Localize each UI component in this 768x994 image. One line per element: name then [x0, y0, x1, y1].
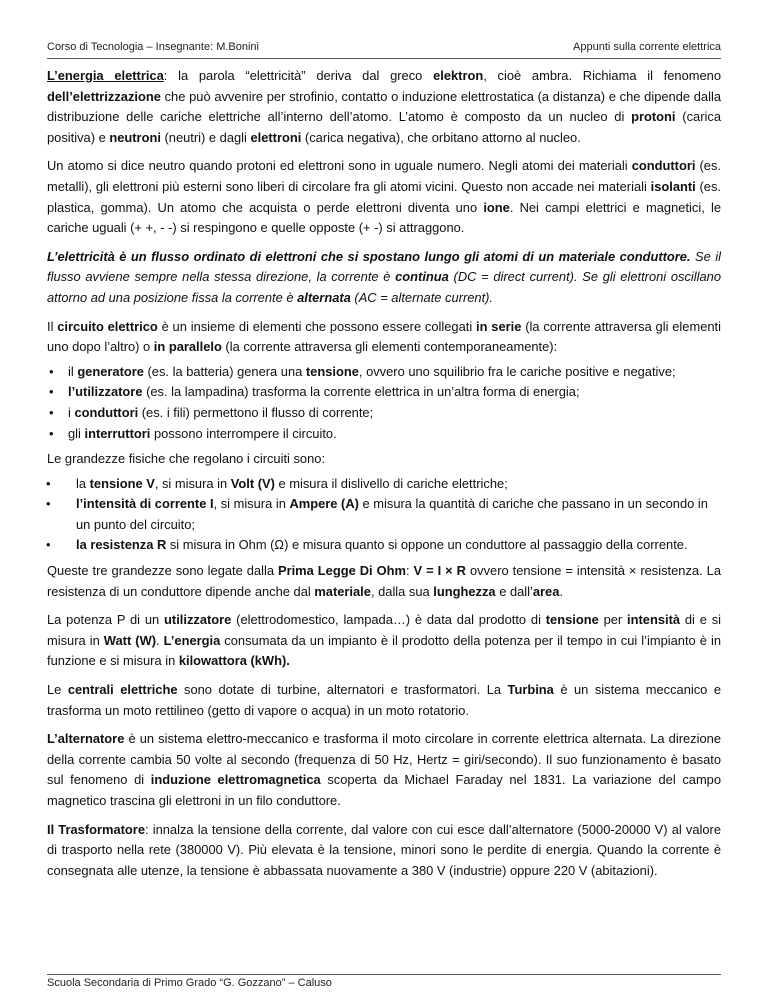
bullet-icon: •: [46, 537, 51, 553]
bullet-icon: •: [49, 404, 54, 420]
bullet-icon: •: [49, 384, 54, 400]
paragraph-energia: L’energia elettrica: la parola “elettricità” deriva dal greco elektron, cioè ambra. Richiama il fenomeno dell’elettrizzazione che può avvenire per strofinio, contatto o induzione elettrostatica (a distanza) e che dipende dalla distribuzione delle cariche elettriche all’interno dell’atomo. L’atomo è composto da un nucleo di protoni (carica positiva) e neutroni (neutri) e dagli elettroni (carica negativa), che orbitano attorno al nucleo.: [47, 68, 722, 145]
list-item: • l’intensità di corrente I, si misura in Ampere (A) e misura la quantità di cariche che passano in un secondo in un punto del circuito;: [46, 496, 708, 532]
paragraph-centrali: Le centrali elettriche sono dotate di turbine, alternatori e trasformatori. La Turbina è un sistema meccanico e trasforma un moto rettilineo (getto di vapore o acqua) in un moto rotatorio.: [47, 682, 722, 718]
footer-school: Scuola Secondaria di Primo Grado “G. Gozzano” – Caluso: [47, 977, 332, 989]
list-item: • l’utilizzatore (es. la lampadina) trasforma la corrente elettrica in un’altra forma di energia;: [47, 382, 721, 403]
page-footer: [47, 974, 721, 989]
list-item: • i conduttori (es. i fili) permettono il flusso di corrente;: [47, 403, 721, 424]
paragraph-potenza: La potenza P di un utilizzatore (elettrodomestico, lampada…) è data dal prodotto di tensione per intensità di e si misura in Watt (W). L’energia consumata da un impianto è il prodotto della potenza per il tempo in cui l’impianto è in funzione e si misura in kilowattora (kWh).: [47, 612, 722, 669]
paragraph-grandezze: Le grandezze fisiche che regolano i circuiti sono:: [47, 451, 326, 467]
bullet-icon: •: [49, 425, 54, 441]
paragraph-ohm: Queste tre grandezze sono legate dalla Prima Legge Di Ohm: V = I × R ovvero tensione = intensità × resistenza. La resistenza di un conduttore dipende anche dal materiale, dalla sua lunghezza e dall’area.: [47, 563, 721, 599]
paragraph-circuito: Il circuito elettrico è un insieme di elementi che possono essere collegati in serie (la corrente attraversa gli elementi uno dopo l’altro) o in parallelo (la corrente attraversa gli elementi contemporaneamente):: [47, 318, 721, 355]
page-header: [47, 38, 721, 59]
section-title-energia: L’energia elettrica: [47, 68, 164, 83]
paragraph-definizione-corrente: L’elettricità è un flusso ordinato di elettroni che si spostano lungo gli atomi di un materiale conduttore. Se il flusso avviene sempre nella stessa direzione, la corrente è continua (DC = direct current). Se gli elettroni oscillano attorno ad una posizione fissa la corrente è alternata (AC = alternate current).: [47, 248, 721, 305]
document-body: [47, 66, 721, 881]
list-item: • la tensione V, si misura in Volt (V) e misura il dislivello di cariche elettriche;: [47, 474, 721, 495]
paragraph-trasformatore: Il Trasformatore: innalza la tensione della corrente, dal valore con cui esce dall’alternatore (5000-20000 V) al valore di trasporto nella rete (380000 V). Più elevata è la tensione, minori sono le perdite di energia. Quando la corrente è consegnata alle utenze, la tensione è abbassata nuovamente a 380 V (industrie) oppure 220 V (abitazioni).: [47, 821, 721, 878]
bullet-icon: •: [46, 475, 51, 491]
paragraph-atomo: Un atomo si dice neutro quando protoni ed elettroni sono in uguale numero. Negli atomi dei materiali conduttori (es. metalli), gli elettroni più esterni sono liberi di circolare fra gli atomi vicini. Questo non accade nei materiali isolanti (es. plastica, gomma). Un atomo che acquista o perde elettroni diventa uno ione. Nei campi elettrici e magnetici, le cariche uguali (+ +, - -) si respingono e quelle opposte (+ -) si attraggono.: [47, 158, 721, 236]
header-topic: Appunti sulla corrente elettrica: [573, 41, 721, 53]
bullet-icon: •: [46, 496, 51, 512]
circuit-elements-list: [47, 362, 721, 444]
list-item: • il generatore (es. la batteria) genera una tensione, ovvero uno squilibrio fra le cariche positive e negative;: [47, 362, 721, 383]
list-item: • gli interruttori possono interrompere il circuito.: [47, 424, 721, 445]
header-course: Corso di Tecnologia – Insegnante: M.Bonini: [47, 41, 259, 53]
physical-quantities-list: [47, 474, 721, 556]
list-item: • la resistenza R si misura in Ohm (Ω) e misura quanto si oppone un conduttore al passaggio della corrente.: [47, 535, 721, 556]
paragraph-alternatore: L’alternatore è un sistema elettro-meccanico e trasforma il moto circolare in corrente elettrica alternata. La direzione della corrente cambia 50 volte al secondo (frequenza di 50 Hz, Hertz = giri/secondo). Il suo funzionamento è basato sul fenomeno di induzione elettromagnetica scoperta da Michael Faraday nel 1831. La variazione del campo magnetico trascina gli elettroni in un filo conduttore.: [47, 731, 722, 808]
bullet-icon: •: [49, 363, 54, 379]
